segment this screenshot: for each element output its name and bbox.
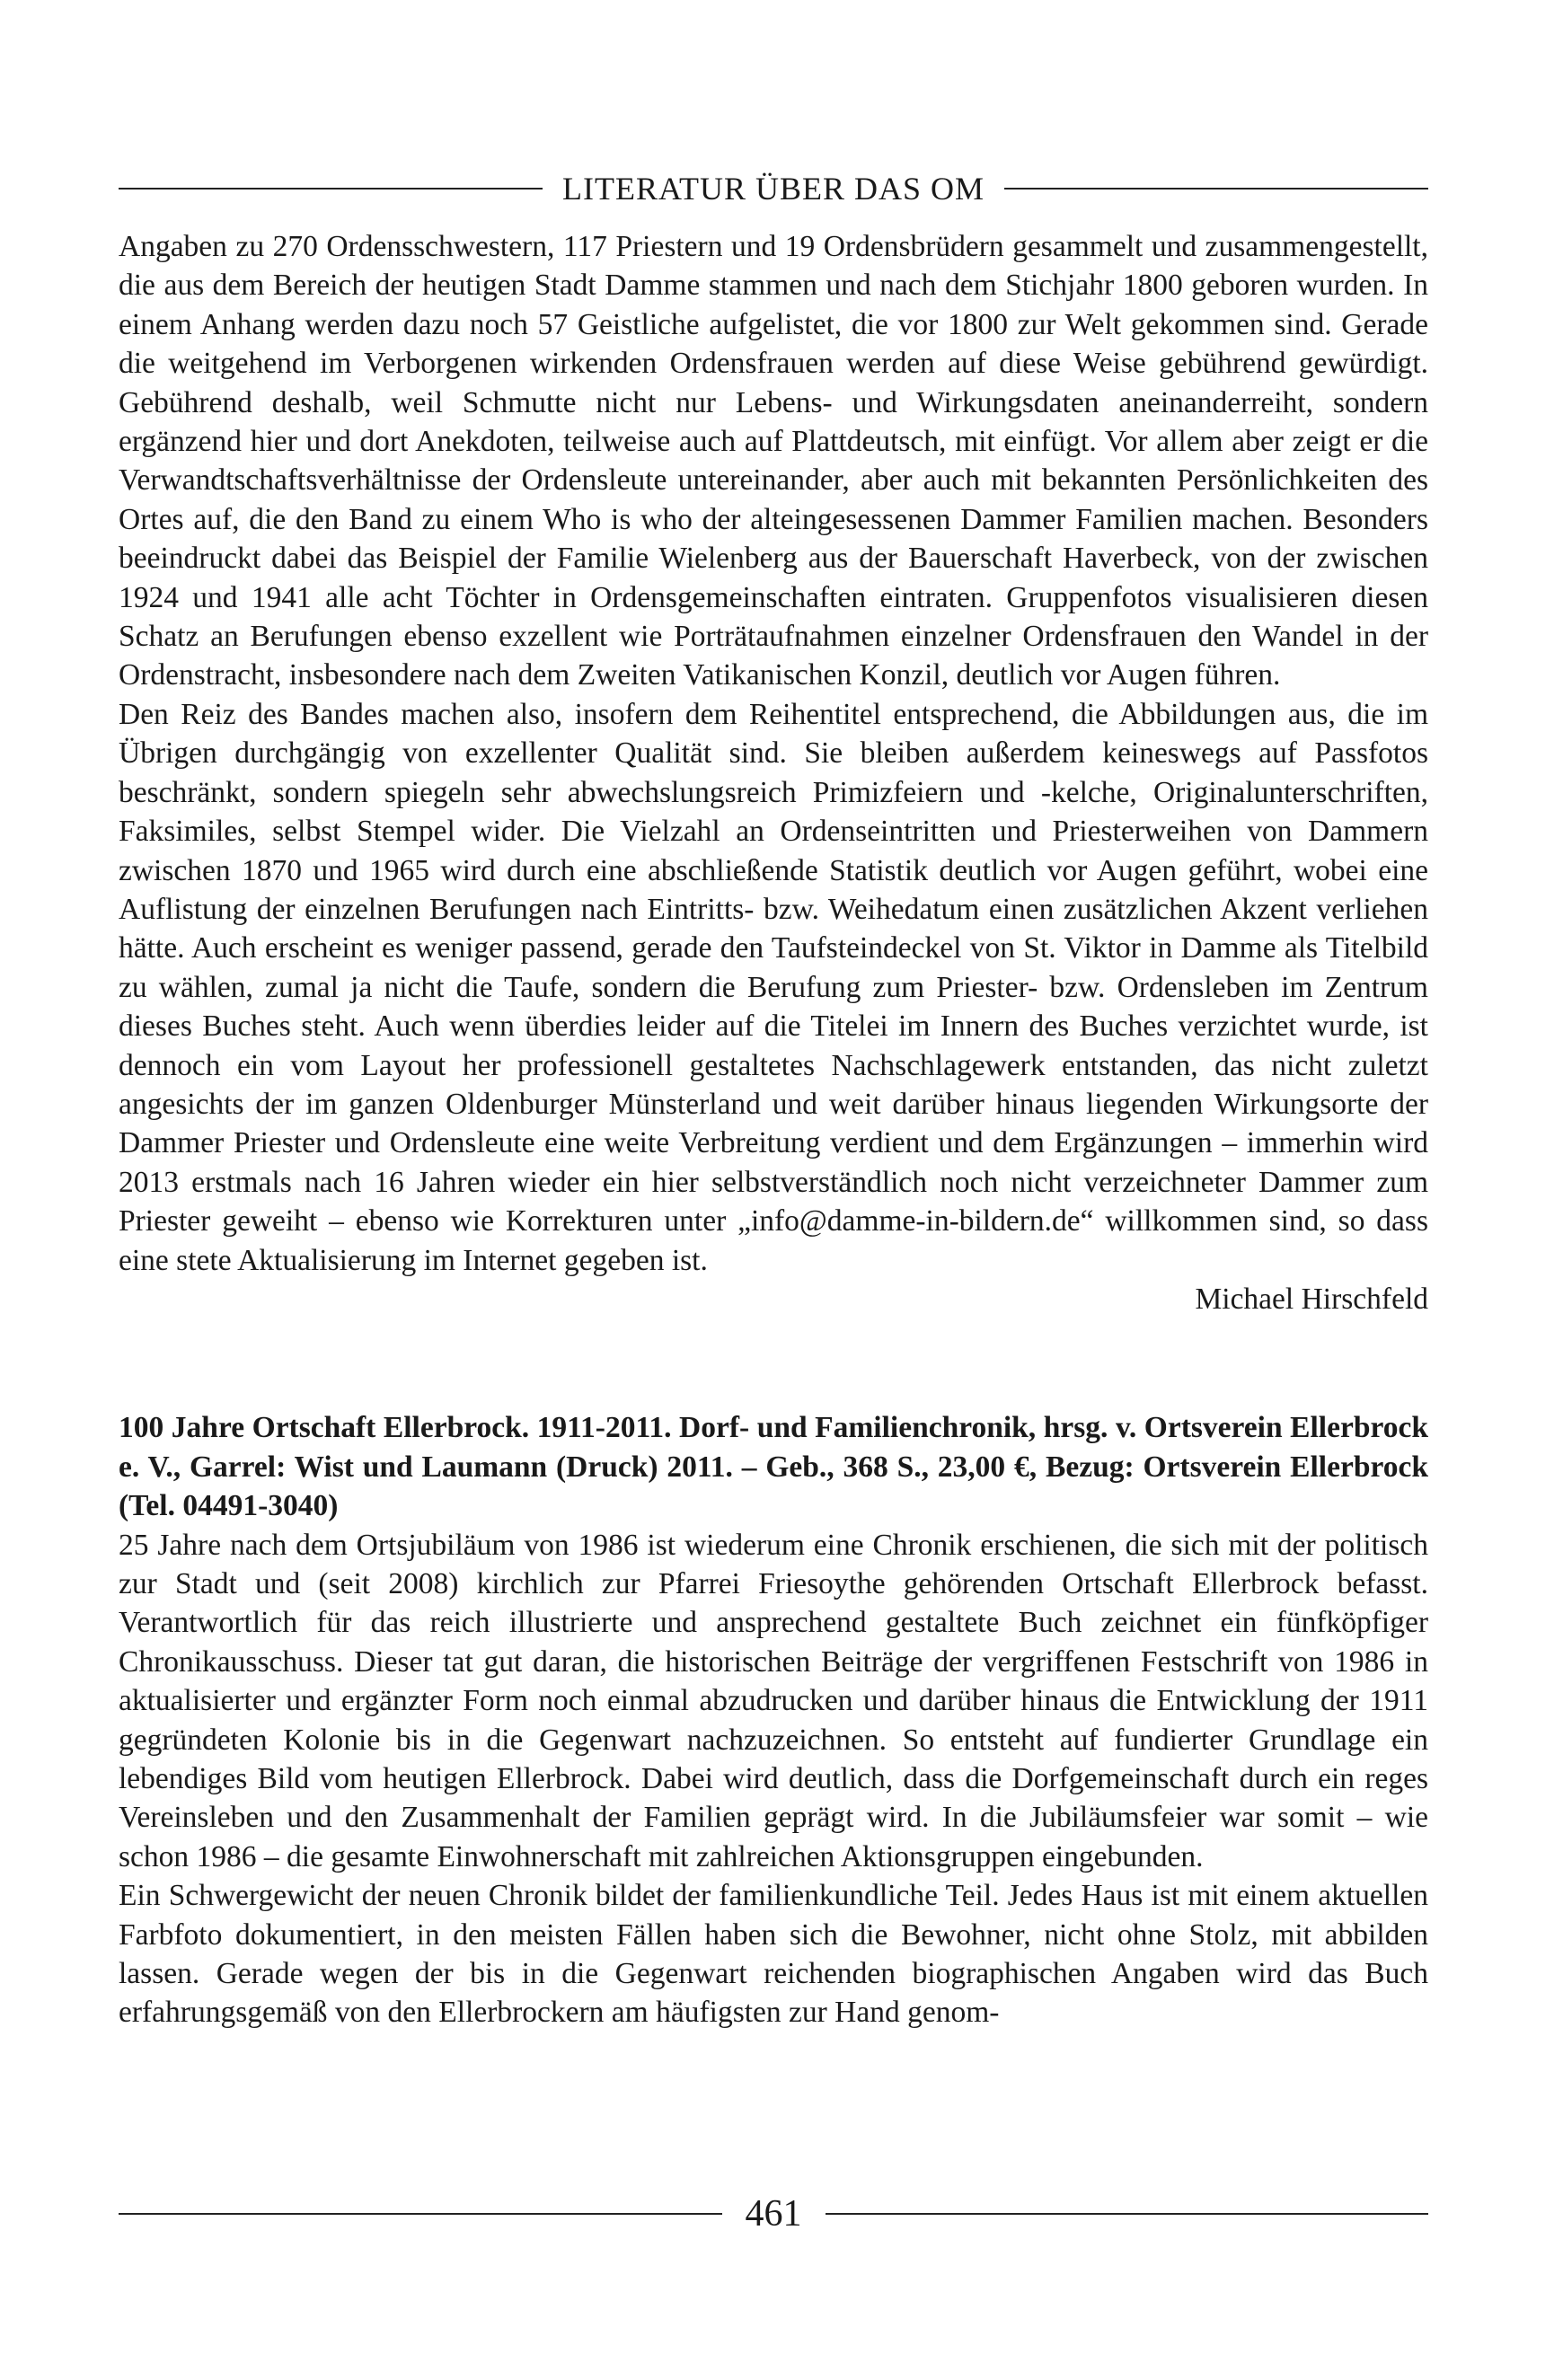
review-paragraph: 25 Jahre nach dem Ortsjubiläum von 1986 ist wiederum eine Chronik erschienen, die sich mit der politisch zur Stadt und (seit 2008) kirchlich zur Pfarrei Friesoythe gehörenden Ortschaft Ellerbrock befasst. Verantwortlich für das reich illustrierte und ansprechend gestaltete Buch zeichnet ein fünfköpfiger Chronikausschuss. Dieser tat gut daran, die historischen Beiträge der vergriffenen Festschrift von 1986 in aktualisierter und ergänzter Form noch einmal abzudrucken und darüber hinaus die Entwicklung der 1911 gegründeten Kolonie bis in die Gegenwart nachzuzeichnen. So entsteht auf fundierter Grundlage ein lebendiges Bild vom heutigen Ellerbrock. Dabei wird deutlich, dass die Dorfgemeinschaft durch ein reges Vereinsleben und den Zusammenhalt der Familien geprägt wird. In die Jubiläumsfeier war somit – wie schon 1986 – die gesamte Einwohnerschaft mit zahlreichen Aktionsgruppen eingebunden. xyxy=(119,1528,1428,1873)
review-author: Michael Hirschfeld xyxy=(1195,1282,1428,1316)
review-paragraph: Den Reiz des Bandes machen also, insofern dem Reihentitel entsprechend, die Abbildungen aus, die im Übrigen durchgängig von exzellenter Qualität sind. Sie bleiben außerdem keineswegs auf Passfotos beschränkt, sondern spiegeln sehr abwechslungsreich Primizfeiern und -kelche, Originalunterschriften, Faksimiles, selbst Stempel wider. Die Vielzahl an Ordenseintritten und Priesterweihen von Dammern zwischen 1870 und 1965 wird durch eine abschließende Statistik deutlich vor Augen geführt, wobei eine Auflistung der einzelnen Berufungen nach Eintritts- bzw. Weihedatum einen zusätzlichen Akzent verliehen hätte. Auch erscheint es weniger passend, gerade den Taufsteindeckel von St. Viktor in Damme als Titelbild zu wählen, zumal ja nicht die Taufe, sondern die Berufung zum Priester- bzw. Ordensleben im Zentrum dieses Buches steht. Auch wenn überdies leider auf die Titelei im Innern des Buches verzichtet wurde, ist dennoch ein vom Layout her professionell gestaltetes Nachschlagewerk entstanden, das nicht zuletzt angesichts der im ganzen Oldenburger Münsterland und weit darüber hinaus liegenden Wirkungsorte der Dammer Priester und Ordensleute eine weite Verbreitung verdient und dem Ergänzungen – immerhin wird 2013 erstmals nach 16 Jahren wieder ein hier selbstverständlich noch nicht verzeichneter Dammer zum Priester geweiht – ebenso wie Korrekturen unter „info@damme-in-bildern.de“ willkommen sind, so dass eine stete Aktualisierung im Internet gegeben ist. xyxy=(119,697,1428,1277)
review-paragraph: Ein Schwergewicht der neuen Chronik bildet der familienkundliche Teil. Jedes Haus ist mit einem aktuellen Farbfoto dokumentiert, in den meisten Fällen haben sich die Bewohner, nicht ohne Stolz, mit abbilden lassen. Gerade wegen der bis in die Gegenwart reichenden biographischen Angaben wird das Buch erfahrungsgemäß von den Ellerbrockern am häufigsten zur Hand genom- xyxy=(119,1879,1428,2030)
running-header-title: LITERATUR ÜBER DAS OM xyxy=(562,171,985,207)
footer-rule-right xyxy=(826,2213,1429,2215)
running-header xyxy=(119,172,1428,205)
page-body xyxy=(119,227,1428,2032)
page-footer xyxy=(119,2195,1428,2233)
footer-rule-left xyxy=(119,2213,722,2215)
header-rule-left xyxy=(119,188,543,190)
review-paragraph: Angaben zu 270 Ordensschwestern, 117 Priestern und 19 Ordensbrüdern gesammelt und zusammengestellt, die aus dem Bereich der heutigen Stadt Damme stammen und nach dem Stichjahr 1800 geboren wurden. In einem Anhang werden dazu noch 57 Geistliche aufgelistet, die vor 1800 zur Welt gekommen sind. Gerade die weitgehend im Verborgenen wirkenden Ordensfrauen werden auf diese Weise gebührend gewürdigt. Gebührend deshalb, weil Schmutte nicht nur Lebens- und Wirkungsdaten aneinanderreiht, sondern ergänzend hier und dort Anekdoten, teilweise auch auf Plattdeutsch, mit einfügt. Vor allem aber zeigt er die Verwandtschaftsverhältnisse der Ordensleute untereinander, aber auch mit bekannten Persönlichkeiten des Ortes auf, die den Band zu einem Who is who der alteingesessenen Dammer Familien machen. Besonders beeindruckt dabei das Beispiel der Familie Wielenberg aus der Bauerschaft Haverbeck, von der zwischen 1924 und 1941 alle acht Töchter in Ordensgemeinschaften eintraten. Gruppenfotos visualisieren diesen Schatz an Berufungen ebenso exzellent wie Porträtaufnahmen einzelner Ordensfrauen den Wandel in der Ordenstracht, insbesondere nach dem Zweiten Vatikanischen Konzil, deutlich vor Augen führen. xyxy=(119,230,1428,692)
page-number: 461 xyxy=(745,2193,802,2235)
header-rule-right xyxy=(1004,188,1428,190)
book-citation-heading: 100 Jahre Ortschaft Ellerbrock. 1911-2011. Dorf- und Familienchronik, hrsg. v. Ortsverein Ellerbrock e. V., Garrel: Wist und Laumann (Druck) 2011. – Geb., 368 S., 23,00 €, Bezug: Ortsverein Ellerbrock (Tel. 04491-3040) xyxy=(119,1411,1428,1523)
